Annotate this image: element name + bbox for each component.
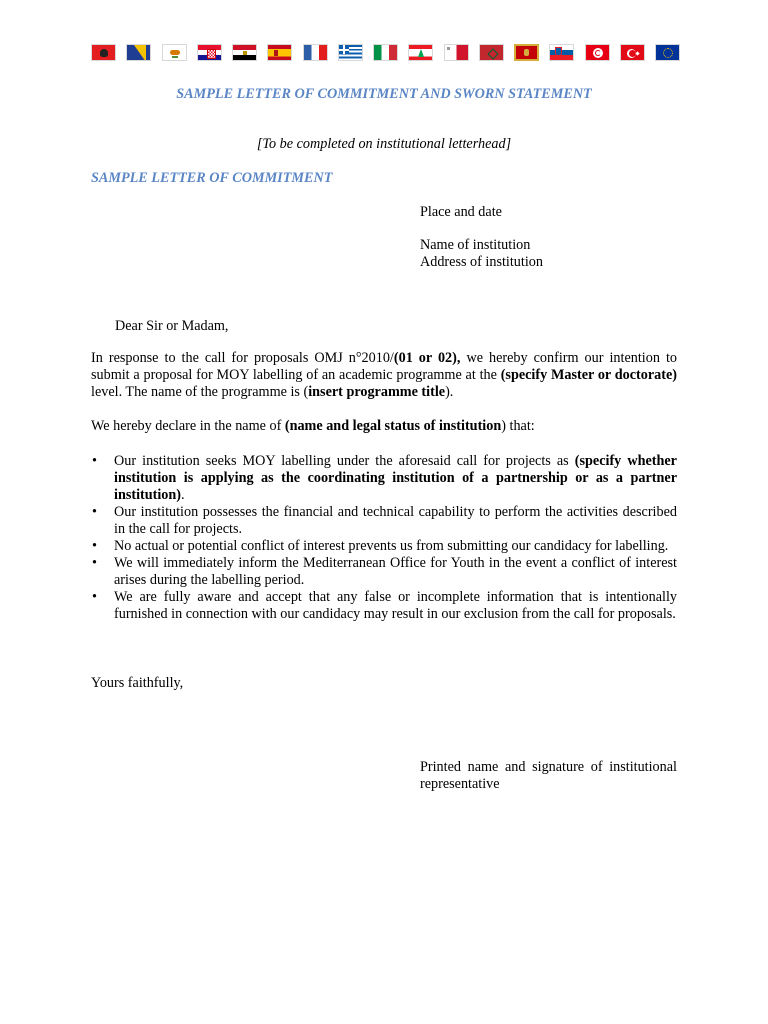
- bullet-text: We are fully aware and accept that any false or incomplete information that is intentionally furnished in connection with our candidacy may result in our exclusion from the call for proposals.: [114, 589, 677, 622]
- bullet-icon: •: [92, 453, 97, 469]
- document-title: SAMPLE LETTER OF COMMITMENT AND SWORN STATEMENT: [176, 86, 592, 102]
- place-date-placeholder: Place and date: [420, 204, 502, 220]
- bullet-text: Our institution seeks MOY labelling under the aforesaid call for projects as: [114, 453, 575, 469]
- intro-title-placeholder: insert programme title: [308, 384, 446, 400]
- declaration-text-2: ) that:: [501, 418, 535, 434]
- bullet-icon: •: [92, 538, 97, 554]
- intro-text-3: level. The name of the programme is (: [91, 384, 309, 400]
- salutation: Dear Sir or Madam,: [115, 318, 229, 334]
- flag-strip: [91, 44, 680, 62]
- intro-call-number: (01 or 02),: [393, 350, 461, 366]
- flag-egypt-icon: [232, 44, 257, 61]
- flag-montenegro-icon: [514, 44, 539, 61]
- flag-morocco-icon: [479, 44, 504, 61]
- flag-turkey-icon: [620, 44, 645, 61]
- declaration-paragraph: [91, 418, 677, 435]
- bullet-text: We will immediately inform the Mediterranean Office for Youth in the event a conflict of interest arises during the labelling period.: [114, 555, 677, 588]
- bullet-icon: •: [92, 504, 97, 520]
- intro-paragraph: [91, 350, 677, 401]
- flag-slovenia-icon: [549, 44, 574, 61]
- bullet-end: .: [181, 487, 185, 503]
- flag-lebanon-icon: [408, 44, 433, 61]
- list-item: [91, 538, 677, 555]
- flag-albania-icon: [91, 44, 116, 61]
- intro-text-2: we hereby confirm our intention to submit a proposal for MOY labelling of an academic programme at the: [91, 350, 677, 383]
- declaration-institution-placeholder: (name and legal status of institution: [284, 418, 502, 434]
- flag-european-union-icon: [655, 44, 680, 61]
- intro-text-1: In response to the call for proposals OMJ n°2010/: [91, 350, 394, 366]
- flag-malta-icon: [444, 44, 469, 61]
- flag-tunisia-icon: [585, 44, 610, 61]
- signature-label: Printed name and signature of institutional representative: [420, 759, 677, 792]
- institution-address-placeholder: Address of institution: [420, 254, 543, 270]
- closing: Yours faithfully,: [91, 675, 184, 691]
- list-item: [91, 589, 677, 623]
- list-item: [91, 555, 677, 589]
- flag-france-icon: [303, 44, 328, 61]
- institution-name-placeholder: Name of institution: [420, 237, 531, 253]
- flag-croatia-icon: [197, 44, 222, 61]
- declaration-list: [91, 453, 677, 623]
- flag-bosnia-icon: [126, 44, 151, 61]
- declaration-text-1: We hereby declare in the name of: [91, 418, 285, 434]
- letterhead-note: [To be completed on institutional letterhead]: [256, 136, 512, 152]
- flag-spain-icon: [267, 44, 292, 61]
- intro-level-placeholder: (specify Master or doctorate): [500, 367, 677, 383]
- flag-cyprus-icon: [162, 44, 187, 61]
- flag-italy-icon: [373, 44, 398, 61]
- intro-text-4: ).: [445, 384, 454, 400]
- bullet-text: Our institution possesses the financial and technical capability to perform the activities described in the call for projects.: [114, 504, 677, 537]
- flag-greece-icon: [338, 44, 363, 61]
- bullet-text: No actual or potential conflict of interest prevents us from submitting our candidacy for labelling.: [114, 538, 669, 554]
- list-item: [91, 504, 677, 538]
- bullet-icon: •: [92, 589, 97, 605]
- bullet-role-placeholder: (specify whether institution is applying as the coordinating institution of a partnership or as a partner institution): [114, 453, 677, 503]
- list-item: [91, 453, 677, 504]
- section-title: SAMPLE LETTER OF COMMITMENT: [91, 170, 333, 186]
- bullet-icon: •: [92, 555, 97, 571]
